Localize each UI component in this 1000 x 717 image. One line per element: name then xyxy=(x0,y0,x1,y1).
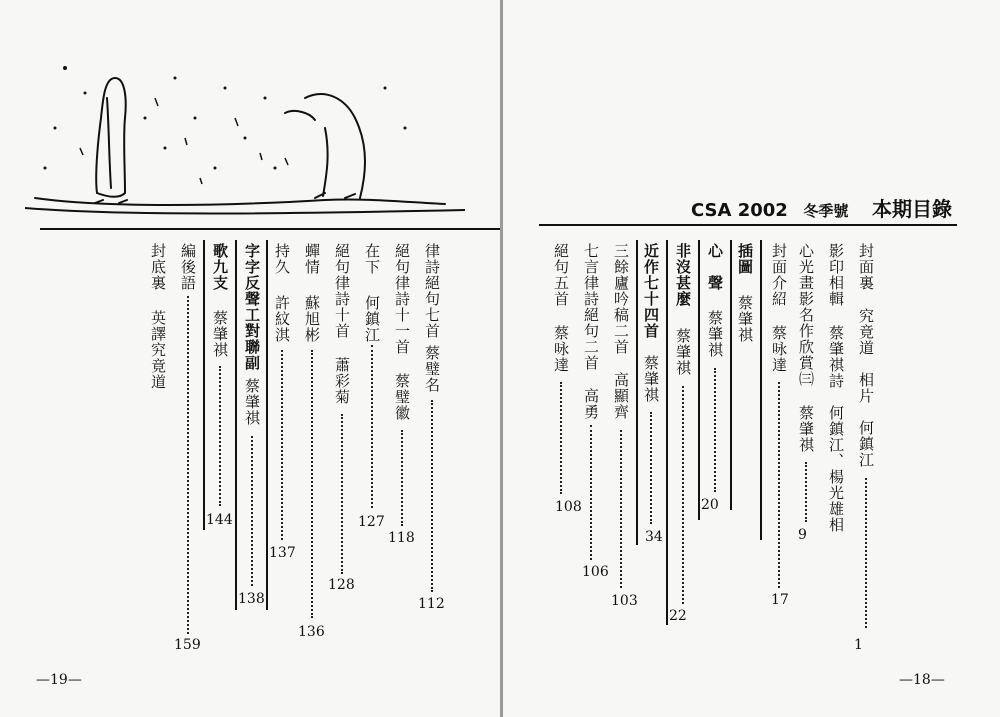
toc-page-number: 34 xyxy=(645,529,663,545)
toc-entry-author: 蘇旭彬 xyxy=(303,295,321,343)
column-divider xyxy=(636,240,638,545)
leader-dots xyxy=(682,386,684,604)
leader-dots xyxy=(187,296,189,634)
toc-entry-author: 蔡肇祺 xyxy=(211,310,229,358)
toc-page-number: 136 xyxy=(298,624,325,640)
toc-entry-title[interactable]: 持久 xyxy=(273,243,291,275)
right-page xyxy=(503,0,1000,717)
toc-page-number: 103 xyxy=(611,593,638,609)
toc-entry-author: 蔡肇祺 xyxy=(243,378,261,426)
leader-dots xyxy=(311,350,313,618)
toc-entry-author: 究竟道 相片 何鎮江 xyxy=(857,308,875,468)
toc-entry-author: 蔡璧徽 xyxy=(393,373,411,421)
toc-entry-title[interactable]: 在下 xyxy=(363,243,381,275)
toc-page-number: 17 xyxy=(771,592,789,608)
leader-dots xyxy=(341,414,343,574)
leader-dots xyxy=(371,345,373,508)
ink-sketch-illustration xyxy=(25,58,465,218)
toc-page-number: 118 xyxy=(388,530,415,546)
leader-dots xyxy=(431,400,433,592)
leader-dots xyxy=(281,350,283,540)
toc-entry-author: 英譯究竟道 xyxy=(149,310,167,390)
leader-dots xyxy=(805,462,807,522)
toc-entry-title[interactable]: 歌九支 xyxy=(211,243,229,291)
leader-dots xyxy=(778,382,780,588)
toc-entry-title[interactable]: 絕句五首 xyxy=(552,243,570,307)
toc-page-number: 137 xyxy=(269,545,296,561)
leader-dots xyxy=(714,368,716,492)
column-divider xyxy=(203,240,205,530)
toc-entry-title[interactable]: 心 聲 xyxy=(706,243,724,291)
leader-dots xyxy=(650,412,652,524)
toc-entry-author: 何鎮江 xyxy=(363,295,381,343)
toc-page-number: 108 xyxy=(555,499,582,515)
toc-entry-title[interactable]: 絕句律詩十一首 xyxy=(393,243,411,355)
toc-entry-title[interactable]: 絕句律詩十首 xyxy=(333,243,351,339)
toc-entry-author: 蔡璧名 xyxy=(423,345,441,393)
toc-entry-author: 許紋淇 xyxy=(273,295,291,343)
leader-dots xyxy=(865,478,867,628)
page-title: 本期目錄 xyxy=(872,197,952,221)
column-divider xyxy=(235,240,237,610)
page-number-footer: —19— xyxy=(36,672,82,688)
toc-page-number: 128 xyxy=(328,577,355,593)
toc-page-number: 159 xyxy=(174,637,201,653)
toc-page-number: 20 xyxy=(701,497,719,513)
left-header-rule xyxy=(40,228,500,230)
magazine-name: CSA 2002 xyxy=(691,200,788,221)
toc-page-number: 9 xyxy=(798,527,807,543)
toc-page-number: 112 xyxy=(418,596,445,612)
toc-page-number: 144 xyxy=(206,512,233,528)
toc-page-number: 22 xyxy=(669,608,687,624)
right-header-rule xyxy=(539,224,957,226)
toc-entry-author: 蔡肇祺 xyxy=(642,355,660,403)
toc-entry-title[interactable]: 非沒甚麼 xyxy=(674,243,692,307)
toc-entry-title[interactable]: 字字反聲工對聯副 xyxy=(243,243,261,371)
leader-dots xyxy=(560,382,562,494)
toc-entry-author: 蕭彩菊 xyxy=(333,357,351,405)
toc-entry-author: 蔡肇祺 xyxy=(736,295,754,343)
column-divider xyxy=(760,240,762,540)
toc-page-number: 1 xyxy=(854,637,863,653)
toc-page-number: 106 xyxy=(582,564,609,580)
column-divider xyxy=(730,240,732,510)
leader-dots xyxy=(219,366,221,506)
toc-entry-title[interactable]: 七言律詩絕句二首 xyxy=(582,243,600,371)
toc-entry-title[interactable]: 律詩絕句七首 xyxy=(423,243,441,339)
leader-dots xyxy=(620,430,622,588)
toc-entry-title[interactable]: 封面裏 xyxy=(857,243,875,291)
toc-page-number: 138 xyxy=(238,591,265,607)
toc-header xyxy=(691,193,952,222)
toc-entry-title[interactable]: 封面介紹 xyxy=(770,243,788,307)
toc-entry-author: 高顯齊 xyxy=(612,372,630,420)
toc-entry-author: 蔡肇祺 xyxy=(674,328,692,376)
toc-entry-title[interactable]: 近作七十四首 xyxy=(642,243,660,339)
page-number-footer: —18— xyxy=(899,672,945,688)
toc-entry-title[interactable]: 蟬情 xyxy=(303,243,321,275)
toc-entry-author: 蔡肇祺詩 何鎮江、楊光雄相 xyxy=(827,325,845,533)
leader-dots xyxy=(251,436,253,586)
toc-entry-author: 蔡肇祺 xyxy=(706,310,724,358)
toc-entry-title[interactable]: 封底裏 xyxy=(149,243,167,291)
toc-entry-author: 高勇 xyxy=(582,388,600,420)
toc-entry-title[interactable]: 影印相輯 xyxy=(827,243,845,307)
leader-dots xyxy=(590,425,592,560)
toc-entry-author: 蔡咏達 xyxy=(552,325,570,373)
toc-entry-title[interactable]: 插圖 xyxy=(736,243,754,275)
toc-page-number: 127 xyxy=(358,514,385,530)
column-divider xyxy=(666,240,668,625)
leader-dots xyxy=(401,430,403,526)
column-divider xyxy=(266,240,268,610)
toc-entry-title[interactable]: 三餘廬吟稿二首 xyxy=(612,243,630,355)
toc-entry-title[interactable]: 心光畫影名作欣賞㈢ xyxy=(797,243,815,387)
toc-entry-author: 蔡咏達 xyxy=(770,325,788,373)
issue-season: 冬季號 xyxy=(803,202,849,220)
toc-entry-title[interactable]: 編後語 xyxy=(179,243,197,291)
toc-entry-author: 蔡肇祺 xyxy=(797,405,815,453)
column-divider xyxy=(698,240,700,520)
